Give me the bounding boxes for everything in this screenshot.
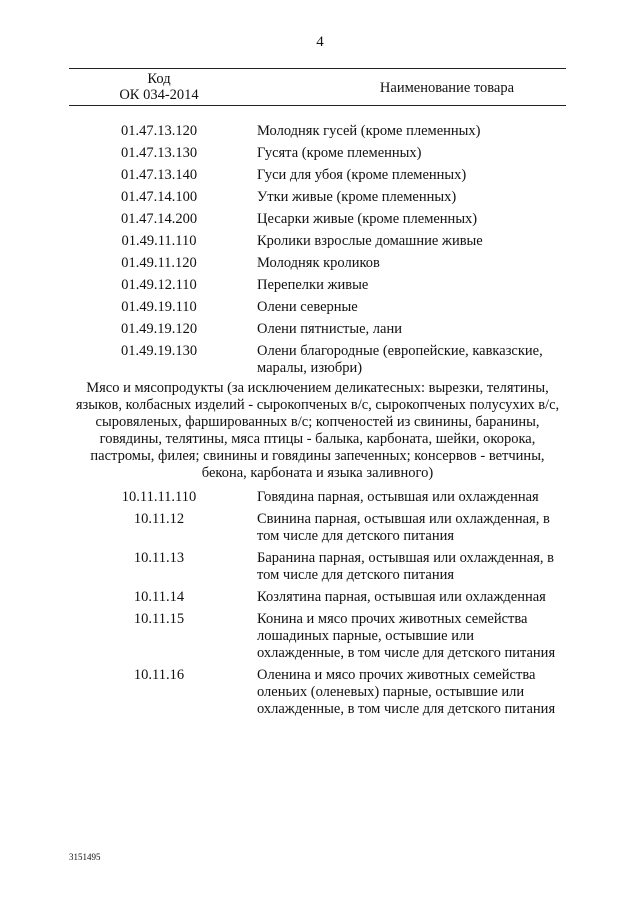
table-row: [69, 611, 566, 662]
row-code: 01.49.11.120: [121, 255, 197, 271]
row-code: 10.11.14: [133, 589, 185, 605]
table-row: [69, 123, 566, 140]
table-body-live-animals: [69, 123, 566, 382]
row-name: Говядина парная, остывшая или охлажденная: [257, 489, 539, 505]
row-name: Молодняк гусей (кроме племенных): [257, 123, 481, 139]
table-row: [69, 211, 566, 228]
row-code: 01.49.19.110: [121, 299, 197, 315]
table-row: [69, 233, 566, 250]
row-name: Свинина парная, остывшая или охлажденная, в том числе для детского питания: [257, 511, 550, 544]
table-row: [69, 189, 566, 206]
header-code-column: [69, 71, 249, 103]
table-row: [69, 167, 566, 184]
page-number: 4: [316, 34, 324, 50]
row-code: 01.49.11.110: [121, 233, 197, 249]
row-code: 01.49.19.130: [120, 343, 198, 359]
row-code: 10.11.16: [133, 667, 185, 683]
row-code: 01.47.13.140: [120, 167, 198, 183]
row-code: 01.49.12.110: [121, 277, 197, 293]
table-row: [69, 667, 566, 718]
row-name: Молодняк кроликов: [257, 255, 380, 271]
row-code: 01.49.19.120: [120, 321, 198, 337]
row-code: 10.11.12: [133, 511, 185, 527]
row-name: Козлятина парная, остывшая или охлажденная: [257, 589, 546, 605]
table-header: [69, 68, 566, 106]
table-row: [69, 321, 566, 338]
row-name: Баранина парная, остывшая или охлажденная, в том числе для детского питания: [257, 550, 554, 583]
row-code: 01.47.13.120: [120, 123, 198, 139]
row-code: 10.11.11.110: [121, 489, 197, 505]
table-row: [69, 511, 566, 545]
table-row: [69, 489, 566, 506]
row-code: 10.11.15: [133, 611, 185, 627]
row-name: Гусята (кроме племенных): [257, 145, 422, 161]
table-row: [69, 277, 566, 294]
section-heading-meat: Мясо и мясопродукты (за исключением деликатесных: вырезки, телятины, языков, колбасных изделий - сырокопченых в/с, сырокопченых полусухих в/с, сыровяленых, фаршированных в/с; копченостей из свинины, баранины, говядины, телятины, мяса птицы - балыка, карбоната, шейки, окорока, пастромы, филея; свинины и говядины запеченных; консервов - ветчины, бекона, карбоната и языка заливного): [75, 380, 560, 481]
table-row: [69, 589, 566, 606]
table-row: [69, 145, 566, 162]
row-name: Кролики взрослые домашние живые: [257, 233, 483, 249]
row-code: 01.47.13.130: [120, 145, 198, 161]
row-name: Конина и мясо прочих животных семейства лошадиных парные, остывшие или охлажденные, в том числе для детского питания: [257, 611, 556, 661]
header-name-column: Наименование товара: [379, 80, 515, 96]
row-name: Утки живые (кроме племенных): [257, 189, 457, 205]
document-footer-code: 3151495: [69, 852, 101, 862]
row-name: Олени благородные (европейские, кавказские, маралы, изюбри): [257, 343, 543, 376]
row-name: Перепелки живые: [257, 277, 369, 293]
table-row: [69, 550, 566, 584]
row-code: 01.47.14.200: [120, 211, 198, 227]
table-row: [69, 255, 566, 272]
row-name: Цесарки живые (кроме племенных): [257, 211, 478, 227]
row-code: 10.11.13: [133, 550, 185, 566]
table-body-meat: [69, 489, 566, 723]
header-code-label: Код: [147, 71, 171, 87]
header-code-standard: ОК 034-2014: [119, 87, 199, 103]
row-code: 01.47.14.100: [120, 189, 198, 205]
row-name: Олени северные: [257, 299, 358, 315]
row-name: Оленина и мясо прочих животных семейства оленьих (оленевых) парные, остывшие или охлажденные, в том числе для детского питания: [257, 667, 556, 717]
row-name: Гуси для убоя (кроме племенных): [257, 167, 467, 183]
table-row: [69, 343, 566, 377]
table-row: [69, 299, 566, 316]
row-name: Олени пятнистые, лани: [257, 321, 402, 337]
